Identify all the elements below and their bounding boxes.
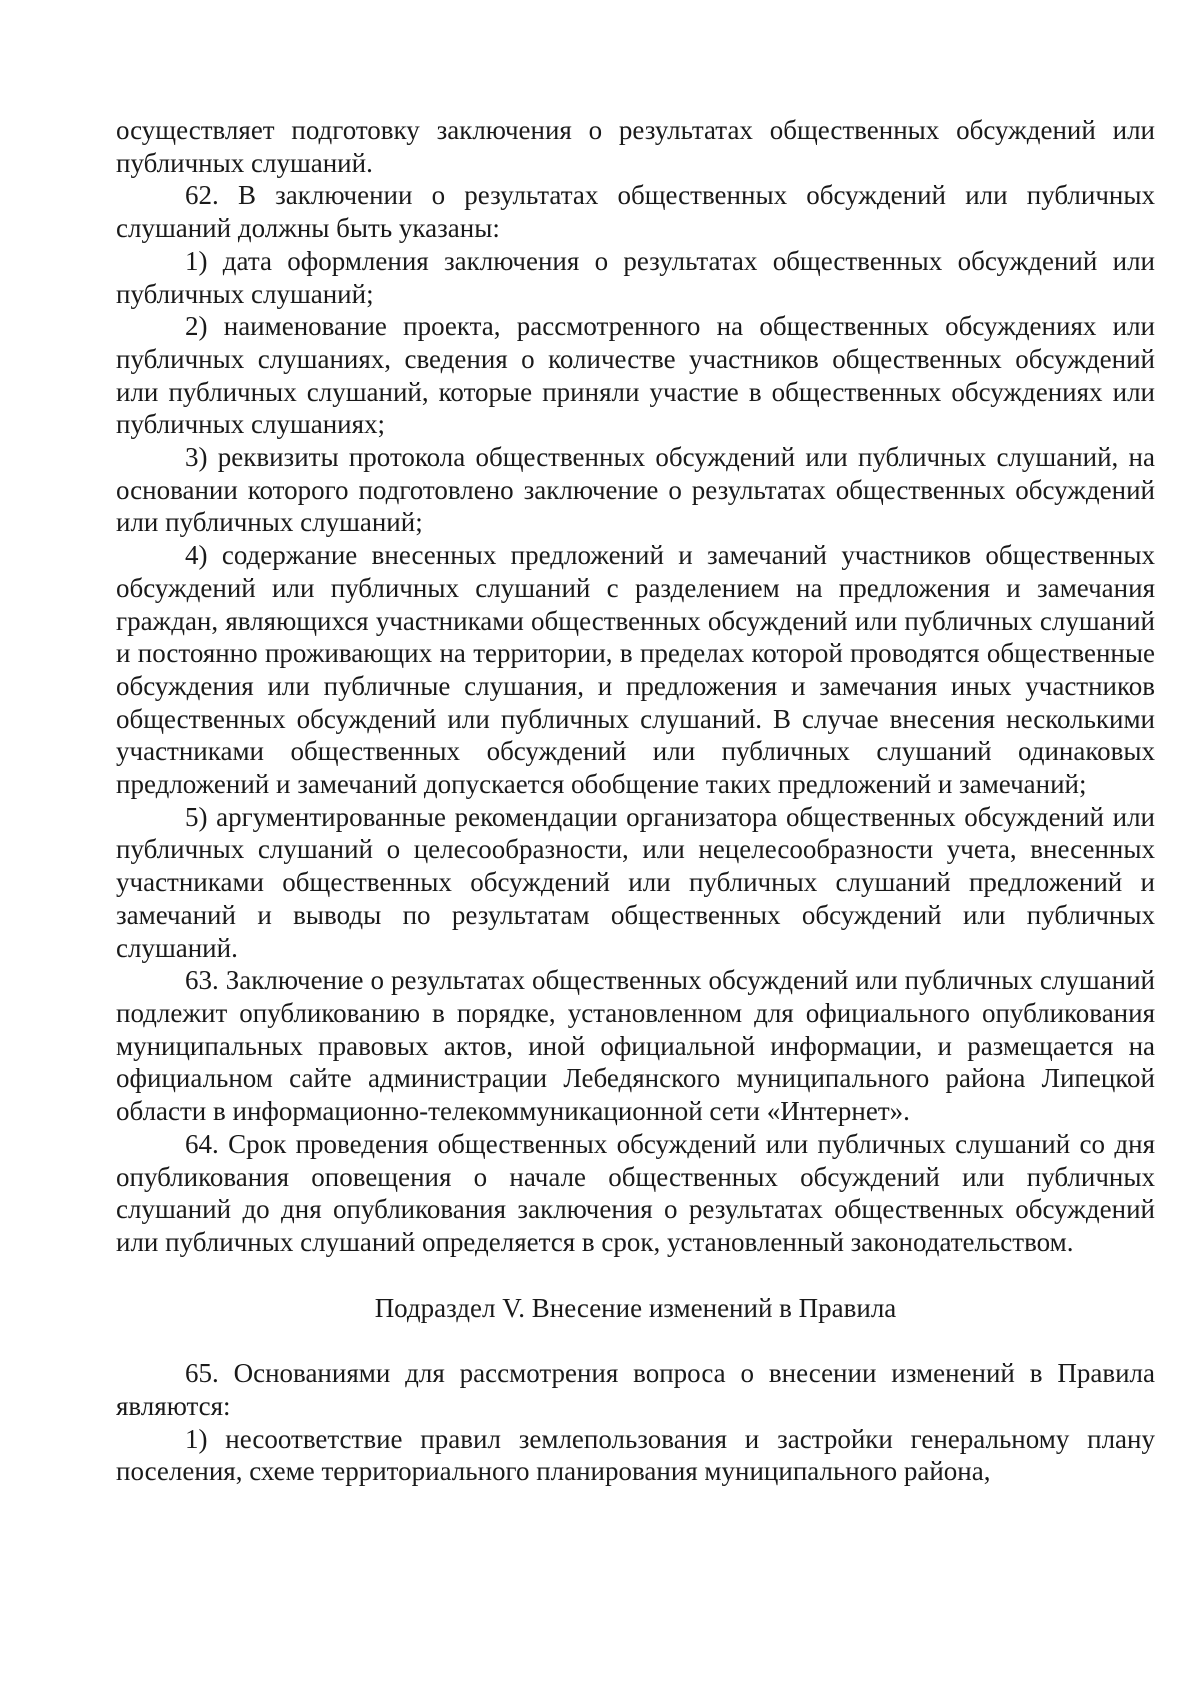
paragraph-continuation: осуществляет подготовку заключения о результатах общественных обсуждений или публичных слушаний. [116,115,1155,178]
paragraph-item-62: 62. В заключении о результатах общественных обсуждений или публичных слушаний должны быть указаны: [116,180,1155,244]
list-item-62-2: 2) наименование проекта, рассмотренного на общественных обсуждениях или публичных слушаниях, сведения о количестве участников общественных обсуждений или публичных слушаний, которые приняли участие в общественных обсуждениях или публичных слушаниях; [116,311,1155,440]
paragraph-item-64: 64. Срок проведения общественных обсуждений или публичных слушаний со дня опубликования оповещения о начале общественных обсуждений или публичных слушаний до дня опубликования заключения о результатах общественных обсуждений или публичных слушаний определяется в срок, установленный законодательством. [116,1128,1155,1257]
list-item-62-5: 5) аргументированные рекомендации организатора общественных обсуждений или публичных слушаний о целесообразности, или нецелесообразности учета, внесенных участниками общественных обсуждений или публичных слушаний предложений и замечаний и выводы по результатам общественных обсуждений или публичных слушаний. [116,801,1155,963]
document-body [116,114,1155,1488]
list-item-62-4: 4) содержание внесенных предложений и замечаний участников общественных обсуждений или публичных слушаний с разделением на предложения и замечания граждан, являющихся участниками общественных обсуждений или публичных слушаний и постоянно проживающих на территории, в пределах которой проводятся общественные обсуждения или публичные слушания, и предложения и замечания иных участников общественных обсуждений или публичных слушаний. В случае внесения несколькими участниками общественных обсуждений или публичных слушаний одинаковых предложений и замечаний допускается обобщение таких предложений и замечаний; [116,540,1155,800]
paragraph-item-63: 63. Заключение о результатах общественных обсуждений или публичных слушаний подлежит опубликованию в порядке, установленном для официального опубликования муниципальных правовых актов, иной официальной информации, и размещается на официальном сайте администрации Лебедянского муниципального района Липецкой области в информационно-телекоммуникационной сети «Интернет». [116,965,1155,1127]
section-heading: Подраздел V. Внесение изменений в Правила [374,1292,897,1323]
paragraph-item-65: 65. Основаниями для рассмотрения вопроса о внесении изменений в Правила являются: [116,1358,1155,1422]
list-item-65-1: 1) несоответствие правил землепользования и застройки генеральному плану поселения, схеме территориального планирования муниципального района, [116,1423,1155,1487]
list-item-62-3: 3) реквизиты протокола общественных обсуждений или публичных слушаний, на основании которого подготовлено заключение о результатах общественных обсуждений или публичных слушаний; [116,442,1155,538]
list-item-62-1: 1) дата оформления заключения о результатах общественных обсуждений или публичных слушаний; [116,245,1155,309]
